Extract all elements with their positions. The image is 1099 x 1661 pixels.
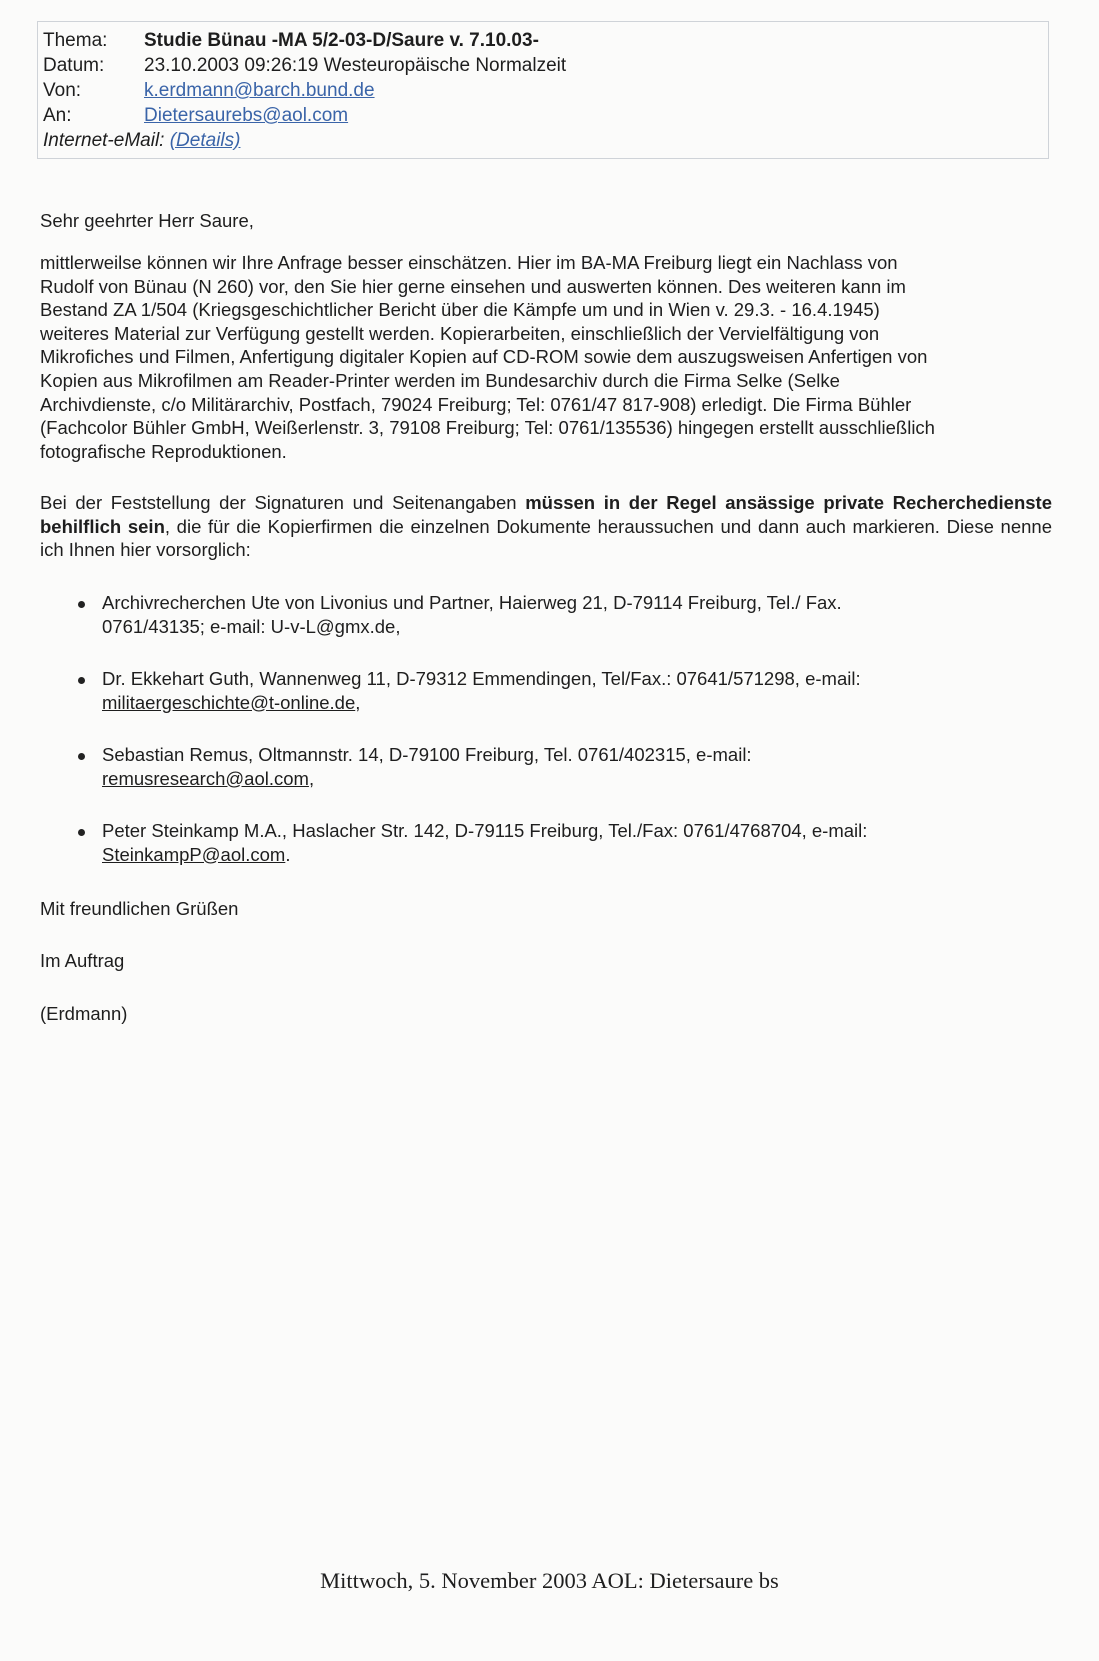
paragraph-2-start: Bei der Feststellung der Signaturen und Seitenangaben bbox=[40, 492, 526, 513]
closing: Mit freundlichen Grüßen bbox=[40, 898, 239, 919]
from-label: Von: bbox=[43, 80, 82, 101]
contact-email-punct: , bbox=[308, 767, 315, 789]
date-row bbox=[43, 54, 566, 78]
paragraph-2-emphasis: müssen in der Regel ansässige private Recherchedienste behilflich sein bbox=[40, 492, 1052, 537]
print-footer: Mittwoch, 5. November 2003 AOL: Dietersaure bs bbox=[320, 1568, 779, 1593]
paragraph-2 bbox=[40, 491, 1052, 562]
to-row bbox=[43, 104, 348, 128]
salutation: Sehr geehrter Herr Saure, bbox=[40, 210, 254, 231]
contact-email-punct: . bbox=[285, 843, 291, 865]
paragraph-1-line: fotografische Reproduktionen. bbox=[40, 440, 287, 462]
on-behalf: Im Auftrag bbox=[40, 950, 125, 971]
contact-email-punct: , bbox=[355, 691, 361, 713]
email-header bbox=[37, 21, 1049, 159]
contact-email-link[interactable]: militaergeschichte@t-online.de bbox=[102, 691, 356, 713]
internet-row bbox=[43, 129, 240, 153]
to-email-link[interactable]: Dietersaurebs@aol.com bbox=[144, 105, 349, 126]
contact-line: Dr. Ekkehart Guth, Wannenweg 11, D-79312 Emmendingen, Tel/Fax.: 07641/571298, e-mail: bbox=[102, 668, 861, 689]
contact-email-link[interactable]: remusresearch@aol.com bbox=[102, 767, 309, 789]
paragraph-1-line: Kopien aus Mikrofilmen am Reader-Printer werden im Bundesarchiv durch die Firma Selke (Selke bbox=[40, 369, 840, 391]
contact-text bbox=[102, 667, 1032, 714]
paragraph-2-end: , die für die Kopierfirmen die einzelnen Dokumente heraussuchen und dann auch markieren. Diese nenne ich Ihnen hier vorsorglich: bbox=[40, 515, 1052, 561]
subject-value: Studie Bünau -MA 5/2-03-D/Saure v. 7.10.03- bbox=[144, 30, 539, 51]
contact-line: Archivrecherchen Ute von Livonius und Partner, Haierweg 21, D-79114 Freiburg, Tel./ Fax. bbox=[102, 592, 842, 613]
subject-label: Thema: bbox=[43, 30, 108, 51]
details-link[interactable]: (Details) bbox=[169, 130, 241, 151]
bullet-icon bbox=[78, 677, 85, 684]
to-label: An: bbox=[43, 105, 72, 126]
from-email-link[interactable]: k.erdmann@barch.bund.de bbox=[144, 80, 375, 101]
paragraph-1 bbox=[40, 251, 1052, 463]
date-label: Datum: bbox=[43, 55, 105, 76]
paragraph-1-line: weiteres Material zur Verfügung gestellt werden. Kopierarbeiten, einschließlich der Vervielfältigung von bbox=[40, 322, 880, 344]
paragraph-1-line: Archivdienste, c/o Militärarchiv, Postfach, 79024 Freiburg; Tel: 0761/47 817-908) erledigt. Die Firma Bühler bbox=[40, 393, 912, 415]
paragraph-1-line: Mikrofiches und Filmen, Anfertigung digitaler Kopien auf CD-ROM sowie dem auszugsweisen Anfertigen von bbox=[40, 346, 928, 368]
bullet-icon bbox=[78, 601, 85, 608]
paragraph-1-line: mittlerweilse können wir Ihre Anfrage besser einschätzen. Hier im BA-MA Freiburg liegt ein Nachlass von bbox=[40, 252, 898, 273]
contact-line: Sebastian Remus, Oltmannstr. 14, D-79100 Freiburg, Tel. 0761/402315, e-mail: bbox=[102, 744, 752, 765]
contact-line: Peter Steinkamp M.A., Haslacher Str. 142, D-79115 Freiburg, Tel./Fax: 0761/4768704, e-mail: bbox=[102, 820, 868, 841]
signature: (Erdmann) bbox=[40, 1003, 128, 1024]
bullet-icon bbox=[78, 753, 85, 760]
internet-email-label: Internet-eMail: bbox=[43, 130, 165, 151]
contact-text bbox=[102, 819, 1032, 866]
paragraph-1-line: Rudolf von Bünau (N 260) vor, den Sie hier gerne einsehen und auswerten können. Des weiteren kann im bbox=[40, 275, 906, 297]
from-row bbox=[43, 79, 375, 103]
contact-line: 0761/43135; e-mail: U-v-L@gmx.de, bbox=[102, 615, 401, 637]
subject-row bbox=[43, 29, 539, 53]
contact-text bbox=[102, 591, 1032, 638]
bullet-icon bbox=[78, 829, 85, 836]
contact-text bbox=[102, 743, 1032, 790]
contact-email-link[interactable]: SteinkampP@aol.com bbox=[102, 843, 286, 865]
paragraph-1-line: Bestand ZA 1/504 (Kriegsgeschichtlicher Bericht über die Kämpfe um und in Wien v. 29.3. - 16.4.1945) bbox=[40, 299, 880, 321]
paragraph-1-line: (Fachcolor Bühler GmbH, Weißerlenstr. 3, 79108 Freiburg; Tel: 0761/135536) hingegen erstellt ausschließlich bbox=[40, 417, 935, 439]
date-value: 23.10.2003 09:26:19 Westeuropäische Normalzeit bbox=[144, 55, 567, 76]
